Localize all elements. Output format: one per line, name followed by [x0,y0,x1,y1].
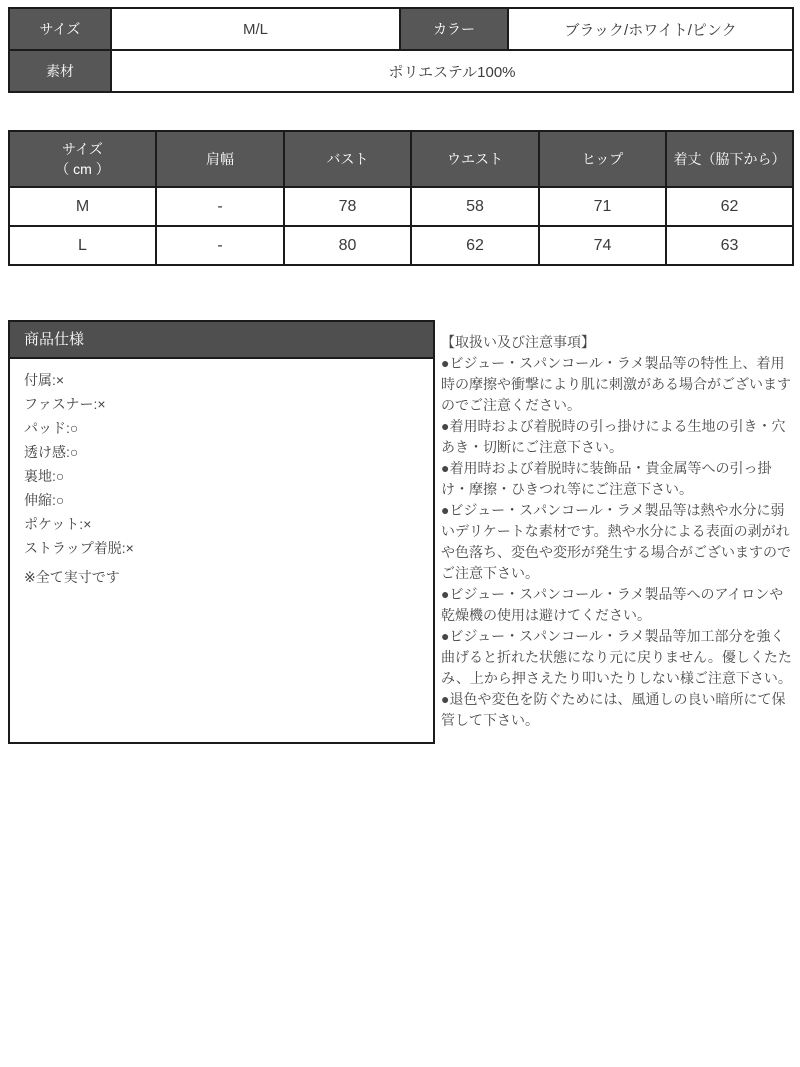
cell-shoulder-l: - [156,226,284,265]
cell-waist-l: 62 [411,226,539,265]
product-spec-box [8,320,435,744]
measurements-header-row [9,131,793,187]
handling-notes [441,332,792,731]
spec-item-accessory: 付属:× [24,372,65,388]
actual-size-note: ※全て実寸です [24,569,120,585]
spec-item-fastener: ファスナー:× [24,396,106,412]
summary-color-label: カラー [400,8,508,50]
handling-bullet: ●ビジュー・スパンコール・ラメ製品等加工部分を強く曲げると折れた状態になり元に戻りません。優しくたたみ、上から押さえたり叩いたりしない様ご注意下さい。 [441,628,792,686]
handling-title: 【取扱い及び注意事項】 [441,334,595,350]
spec-item-sheerness: 透け感:○ [24,444,79,460]
measurements-row-l [9,226,793,265]
summary-size-label: サイズ [9,8,111,50]
cell-bust-l: 80 [284,226,411,265]
handling-bullet: ●着用時および着脱時に装飾品・貴金属等への引っ掛け・摩擦・ひきつれ等にご注意下さい。 [441,460,772,497]
handling-bullet: ●着用時および着脱時の引っ掛けによる生地の引き・穴あき・切断にご注意下さい。 [441,418,786,455]
cell-size-l: L [9,226,156,265]
product-spec-list [10,359,433,598]
cell-hip-m: 71 [539,187,666,226]
cell-length-l: 63 [666,226,793,265]
measurements-table [8,130,794,266]
cell-shoulder-m: - [156,187,284,226]
summary-row-size-color [9,8,793,50]
col-header-length: 着丈（脇下から） [666,131,793,187]
cell-length-m: 62 [666,187,793,226]
measurements-row-m [9,187,793,226]
size-unit-line1: サイズ [62,141,103,157]
col-header-shoulder: 肩幅 [156,131,284,187]
summary-size-value: M/L [111,8,400,50]
handling-bullet: ●ビジュー・スパンコール・ラメ製品等へのアイロンや乾燥機の使用は避けてください。 [441,586,784,623]
col-header-waist: ウエスト [411,131,539,187]
cell-bust-m: 78 [284,187,411,226]
spec-item-lining: 裏地:○ [24,468,65,484]
spec-item-pocket: ポケット:× [24,516,92,532]
size-unit-line2: （ cm ） [55,161,110,177]
spec-item-pad: パッド:○ [24,420,79,436]
spec-item-strap: ストラップ着脱:× [24,540,134,556]
product-spec-title: 商品仕様 [10,322,433,359]
cell-hip-l: 74 [539,226,666,265]
cell-waist-m: 58 [411,187,539,226]
col-header-hip: ヒップ [539,131,666,187]
spec-item-stretch: 伸縮:○ [24,492,65,508]
summary-row-material [9,50,793,92]
handling-bullet: ●ビジュー・スパンコール・ラメ製品等の特性上、着用時の摩擦や衝撃により肌に刺激がある場合がございますのでご注意ください。 [441,355,791,413]
summary-table [8,7,794,93]
col-header-bust: バスト [284,131,411,187]
col-header-size [9,131,156,187]
cell-size-m: M [9,187,156,226]
summary-material-label: 素材 [9,50,111,92]
summary-material-value: ポリエステル100% [111,50,793,92]
handling-bullet: ●ビジュー・スパンコール・ラメ製品等は熱や水分に弱いデリケートな素材です。熱や水分による表面の剥がれや色落ち、変色や変形が発生する場合がございますのでご注意下さい。 [441,502,791,581]
handling-bullet: ●退色や変色を防ぐためには、風通しの良い暗所にて保管して下さい。 [441,691,786,728]
summary-color-value: ブラック/ホワイト/ピンク [508,8,793,50]
